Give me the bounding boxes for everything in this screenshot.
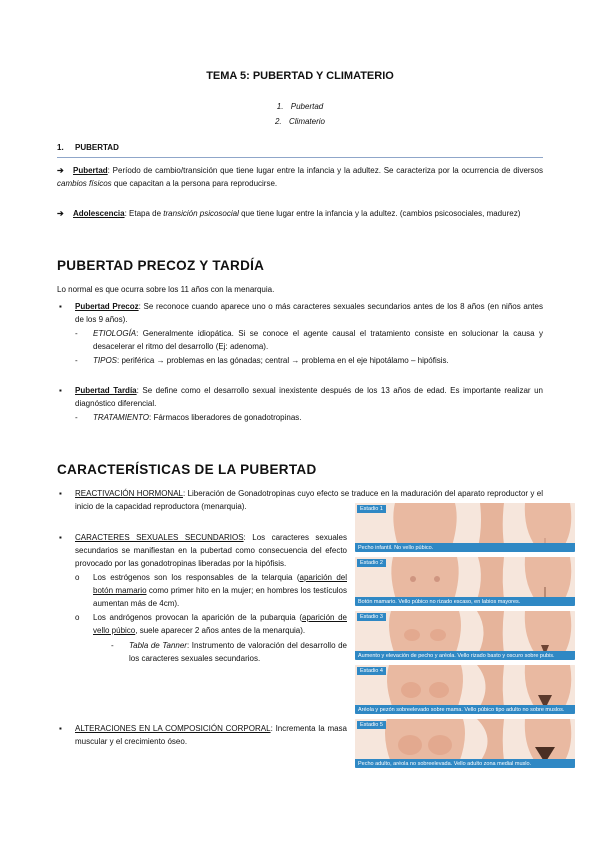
stage-caption: Aréola y pezón sobreelevado sobre mama. Vello púbico tipo adulto no sobre muslos. — [355, 705, 575, 714]
text: : Liberación de Gonadotropinas cuyo efecto se traduce en la maduración del aparato reproductor y el inicio de la capacidad reproductora (menarquia). — [75, 489, 543, 511]
sub-item-androgenos — [75, 611, 347, 637]
text: : Fármacos liberadores de gonadotropinas. — [149, 413, 302, 422]
stage-label: Estadio 3 — [357, 613, 386, 621]
term: Pubertad — [73, 166, 108, 175]
toc-number: 1. — [276, 102, 284, 111]
tanner-stage-panel — [355, 665, 575, 714]
text: que tiene lugar entre la infancia y la adultez. (cambios psicosociales, madurez) — [238, 209, 521, 218]
text: , suele aparecer 2 años antes de la menarquia). — [135, 626, 306, 635]
term: CARACTERES SEXUALES SECUNDARIOS — [75, 533, 244, 542]
stage-caption: Pecho adulto, aréola no sobreelevada. Vello adulto zona medial muslo. — [355, 759, 575, 768]
dash-icon: - — [111, 641, 114, 650]
text: : Incrementa la masa muscular y el crecimiento óseo. — [75, 724, 348, 746]
bullet-icon: ▪ — [59, 386, 62, 395]
italic-text: transición psicosocial — [163, 209, 239, 218]
stage-label: Estadio 1 — [357, 505, 386, 513]
label: Tabla de Tanner — [129, 641, 187, 650]
tanner-stage-panel — [355, 719, 575, 768]
dash-icon: - — [75, 329, 78, 338]
underlined-text: aparición de vello púbico — [93, 613, 347, 635]
text: : Período de cambio/transición que tiene lugar entre la infancia y la adultez. Se caracteriza por la ocurrencia de diversos — [107, 166, 543, 175]
term: Pubertad Tardía — [75, 386, 137, 395]
bullet-alteraciones — [57, 722, 347, 748]
bullet-icon: ▪ — [59, 302, 62, 311]
stage-caption: Pecho infantil. No vello púbico. — [355, 543, 575, 552]
text: : Instrumento de valoración del desarrollo de los caracteres sexuales secundarios. — [129, 641, 348, 663]
text: Los andrógenos provocan la aparición de la pubarquia ( — [93, 613, 303, 622]
bullet-pubertad-precoz — [57, 300, 543, 367]
circle-bullet-icon: o — [75, 613, 80, 622]
toc-number: 2. — [274, 117, 282, 126]
toc-label: Climaterio — [288, 117, 325, 126]
arrow-icon: ➔ — [57, 209, 64, 218]
tanner-stages-figure — [355, 503, 575, 765]
section-divider — [57, 157, 543, 158]
term: Pubertad Precoz — [75, 302, 139, 311]
dash-icon: - — [75, 413, 78, 422]
underlined-text: aparición del botón mamario — [93, 573, 347, 595]
term: ALTERACIONES EN LA COMPOSICIÓN CORPORAL — [75, 724, 271, 733]
intro-text: Lo normal es que ocurra sobre los 11 años con la menarquia. — [57, 285, 275, 294]
bullet-caracteres — [57, 531, 347, 665]
tanner-stage-panel — [355, 503, 575, 552]
text: : Se reconoce cuando aparece uno o más caracteres sexuales secundarios antes de los 8 años (en niños antes de los 9 años). — [75, 302, 543, 324]
italic-text: cambios físicos — [57, 179, 112, 188]
bullet-icon: ▪ — [59, 724, 62, 733]
text: Los estrógenos son los responsables de la telarquia ( — [93, 573, 300, 582]
heading-precoz-tardia: PUBERTAD PRECOZ Y TARDÍA — [57, 258, 265, 273]
text: que capacitan a la persona para reproducirse. — [111, 179, 278, 188]
term: Adolescencia — [73, 209, 125, 218]
section-number: 1. — [57, 143, 64, 152]
label: ETIOLOGÍA — [93, 329, 137, 338]
text: : Etapa de — [124, 209, 164, 218]
pubertad-definition — [57, 164, 543, 190]
toc-label: Pubertad — [290, 102, 324, 111]
toc-item — [0, 102, 600, 111]
term: REACTIVACIÓN HORMONAL — [75, 489, 183, 498]
adolescencia-definition — [57, 207, 543, 220]
stage-caption: Aumento y elevación de pecho y aréola. Vello rizado basto y oscuro sobre pubis. — [355, 651, 575, 660]
sub-item-tipos — [75, 354, 543, 367]
stage-label: Estadio 4 — [357, 667, 386, 675]
heading-caracteristicas: CARACTERÍSTICAS DE LA PUBERTAD — [57, 462, 317, 477]
arrow-icon: ➔ — [57, 166, 64, 175]
section-heading — [57, 143, 119, 152]
label: TRATAMIENTO — [93, 413, 149, 422]
label: TIPOS — [93, 356, 118, 365]
text: : Los caracteres sexuales secundarios se manifiestan en la pubertad como consecuencia del efecto provocado por las gonadotropinas liberadas por la hipófisis. — [75, 533, 347, 568]
bullet-icon: ▪ — [59, 489, 62, 498]
circle-bullet-icon: o — [75, 573, 80, 582]
sub-item-tratamiento — [75, 411, 543, 424]
page-title: TEMA 5: PUBERTAD Y CLIMATERIO — [206, 70, 394, 82]
dash-icon: - — [75, 356, 78, 365]
text: como primer hito en la mujer; en hombres los testículos aumentan más de 4cm). — [93, 586, 347, 608]
sub-item-tanner — [111, 639, 347, 665]
tanner-stage-panel — [355, 557, 575, 606]
section-title: PUBERTAD — [75, 143, 119, 152]
sub-item-estrogenos — [75, 571, 347, 610]
bullet-pubertad-tardia — [57, 384, 543, 424]
text: : periférica → problemas en las gónadas; central → problema en el eje hipotálamo – hipófisis. — [117, 356, 449, 365]
tanner-stage-panel — [355, 611, 575, 660]
stage-label: Estadio 2 — [357, 559, 386, 567]
stage-caption: Botón mamario. Vello púbico no rizado escaso, en labios mayores. — [355, 597, 575, 606]
bullet-icon: ▪ — [59, 533, 62, 542]
toc-item — [0, 117, 600, 126]
text: : Se define como el desarrollo sexual inexistente después de los 13 años de edad. Es importante realizar un diagnóstico diferencial. — [75, 386, 544, 408]
sub-item-etiologia — [75, 327, 543, 353]
text: : Generalmente idiopática. Si se conoce el agente causal el tratamiento consiste en solucionar la causa y desacelerar el ritmo del desarrollo (Ej: adenoma). — [93, 329, 543, 351]
stage-label: Estadio 5 — [357, 721, 386, 729]
